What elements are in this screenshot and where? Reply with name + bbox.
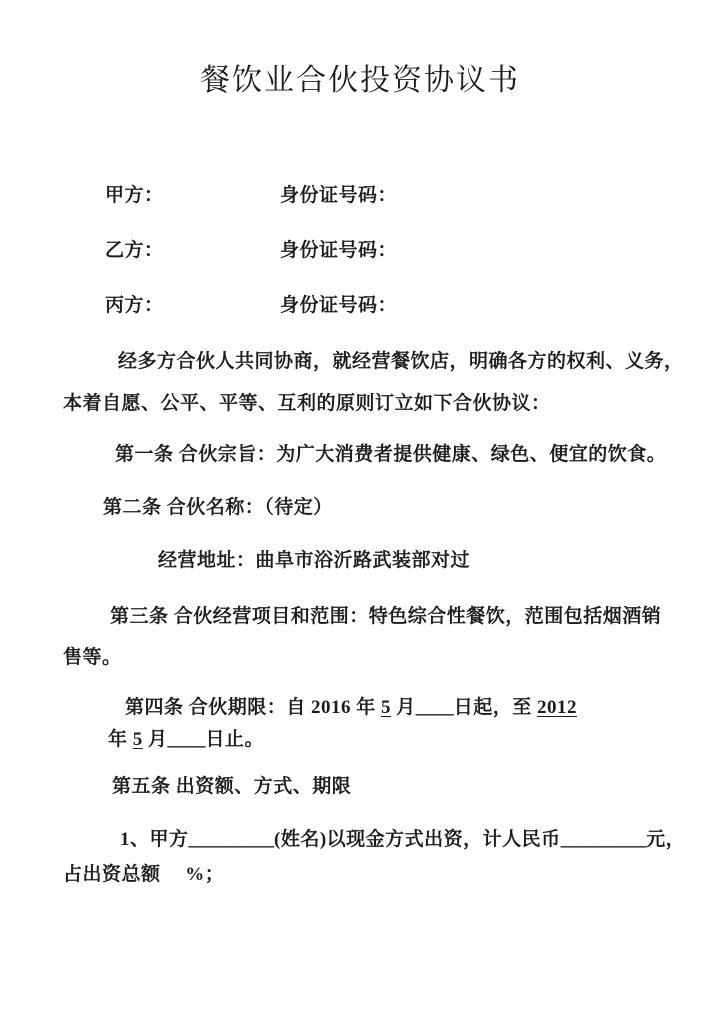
item-1-text: (姓名)以现金方式出资，计人民币	[274, 829, 561, 850]
clause-5: 第五条 出资额、方式、期限	[112, 776, 352, 797]
clause-3-line-2: 售等。	[63, 647, 122, 668]
id-number-label: 身份证号码：	[280, 185, 398, 206]
preamble-line-2: 本着自愿、公平、平等、互利的原则订立如下合伙协议：	[63, 393, 551, 414]
item-1-text: 元，	[646, 829, 686, 850]
party-label: 甲方：	[105, 185, 164, 206]
item-1-text: 1、甲方	[120, 829, 189, 850]
preamble-line-1: 经多方合伙人共同协商，就经营餐饮店，明确各方的权利、义务，	[118, 351, 684, 372]
clause-4-text: 日止。	[205, 729, 265, 750]
clause-4-line-2	[108, 729, 264, 751]
item-1-line-2: 占出资总额 %；	[63, 864, 225, 885]
partner-name-blank: _________	[188, 829, 275, 850]
end-month-value: 5	[132, 729, 143, 750]
item-1-line-1	[120, 829, 685, 851]
clause-3-line-1: 第三条 合伙经营项目和范围：特色综合性餐饮，范围包括烟酒销	[110, 606, 662, 627]
clause-4-text: 年	[108, 729, 133, 750]
clause-4-line-1	[125, 697, 577, 719]
clause-2: 第二条 合伙名称：（待定）	[103, 497, 333, 518]
party-label: 丙方：	[105, 295, 164, 316]
clause-4-text: 月	[391, 697, 416, 718]
clause-4-text: 第四条 合伙期限：自 2016 年	[125, 697, 382, 718]
party-row-yifang	[105, 240, 398, 262]
id-number-label: 身份证号码：	[280, 240, 398, 261]
document-title: 餐饮业合伙投资协议书	[200, 64, 520, 97]
clause-4-text: 日起，至	[453, 697, 538, 718]
id-number-label: 身份证号码：	[280, 295, 398, 316]
amount-blank: _________	[560, 829, 647, 850]
end-year-value: 2012	[537, 697, 578, 718]
end-day-blank: ____	[167, 729, 206, 750]
party-row-jiafang	[105, 185, 398, 207]
start-day-blank: ____	[415, 697, 454, 718]
start-month-value: 5	[381, 697, 392, 718]
party-row-bingfang	[105, 295, 398, 317]
clause-4-text: 月	[142, 729, 168, 750]
party-label: 乙方：	[105, 240, 164, 261]
business-address: 经营地址：曲阜市浴沂路武装部对过	[158, 550, 471, 571]
clause-1: 第一条 合伙宗旨：为广大消费者提供健康、绿色、便宜的饮食。	[115, 444, 667, 465]
